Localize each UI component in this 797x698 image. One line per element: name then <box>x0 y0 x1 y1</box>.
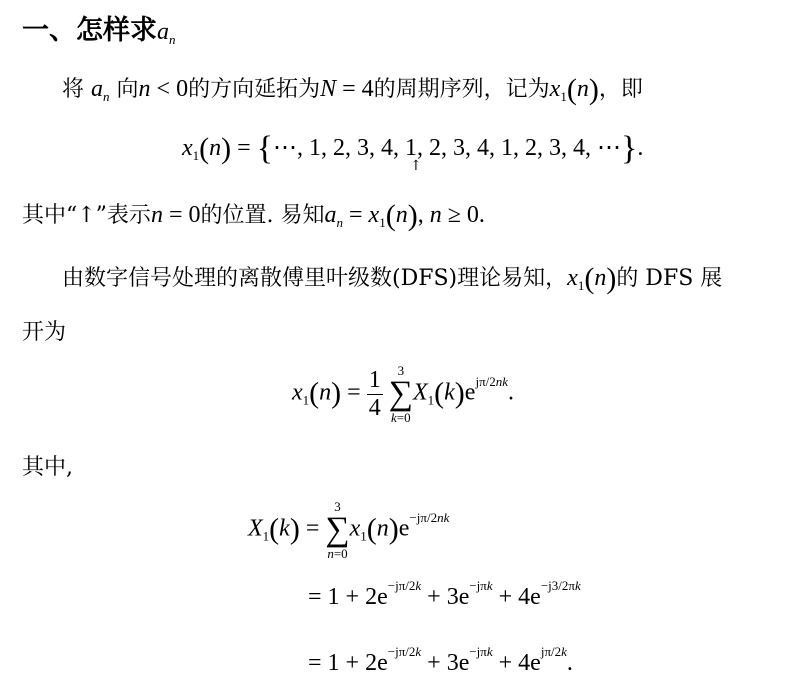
title-text: 一、怎样求 <box>22 15 157 46</box>
zero-arrow-icon: ↑ <box>410 158 422 174</box>
p2-a: 其中“↑”表示 <box>22 203 151 228</box>
xk-equation-line2: = $1 + 2e^{-j\pi/2k} + 3e^{-j\pi k} + 4e^{-j3/2\pi k}$ <box>308 578 581 610</box>
p1-e: ，即 <box>598 77 643 102</box>
p4-text: 其中, <box>22 455 73 480</box>
seq-zero: 1 <box>405 135 418 161</box>
xk-equation-line1: $X_1(k)$ = 3 ∑ n=0 $x_1(n)e^{-j\pi/2nk}$ <box>248 499 450 561</box>
dfs-expansion-equation: $x_1(n)$ = $\frac{1}{4}$ 3 ∑ k=0 $X_1(k)e^{j\pi/2nk}$. <box>292 363 515 425</box>
sequence-equation: $x_1(n)$ = {⋯, 1, 2, 3, 4, 1, 2, 3, 4, 1, 2, 3, 4, ⋯}. <box>182 130 644 167</box>
paragraph-extension: 将 $a_n$ 向n < 0的方向延拓为N = 4的周期序列，记为$x_1(n)$，即 <box>62 73 643 106</box>
paragraph-where <box>22 450 73 481</box>
seq-left: ⋯, 1, 2, 3, 4, <box>273 135 406 161</box>
p3-c: 开为 <box>22 320 67 345</box>
paragraph-dfs-cont <box>22 315 66 346</box>
p2-b: 的位置. 易知 <box>200 203 325 228</box>
paragraph-dfs: 由数字信号处理的离散傅里叶级数(DFS)理论易知，$x_1(n)$的 DFS 展 <box>62 262 723 295</box>
section-title: 一、怎样求$a_n$ <box>22 15 176 47</box>
paragraph-arrow-meaning: 其中“↑”表示n = 0的位置. 易知$a_n = x_1(n)$, n ≥ 0. <box>22 199 485 232</box>
p3-b: 的 DFS 展 <box>616 266 723 291</box>
p1-d: 的周期序列，记为 <box>373 77 550 102</box>
p1-c: 的方向延拓为 <box>188 77 321 102</box>
p1-a: 将 <box>62 77 85 102</box>
p3-a: 由数字信号处理的离散傅里叶级数(DFS)理论易知， <box>62 266 568 291</box>
seq-right: , 2, 3, 4, 1, 2, 3, 4, ⋯ <box>417 135 622 161</box>
p1-b: 向 <box>116 77 139 102</box>
xk-equation-line3: = $1 + 2e^{-j\pi/2k} + 3e^{-j\pi k} + 4e^{j\pi/2k}$. <box>308 644 573 676</box>
